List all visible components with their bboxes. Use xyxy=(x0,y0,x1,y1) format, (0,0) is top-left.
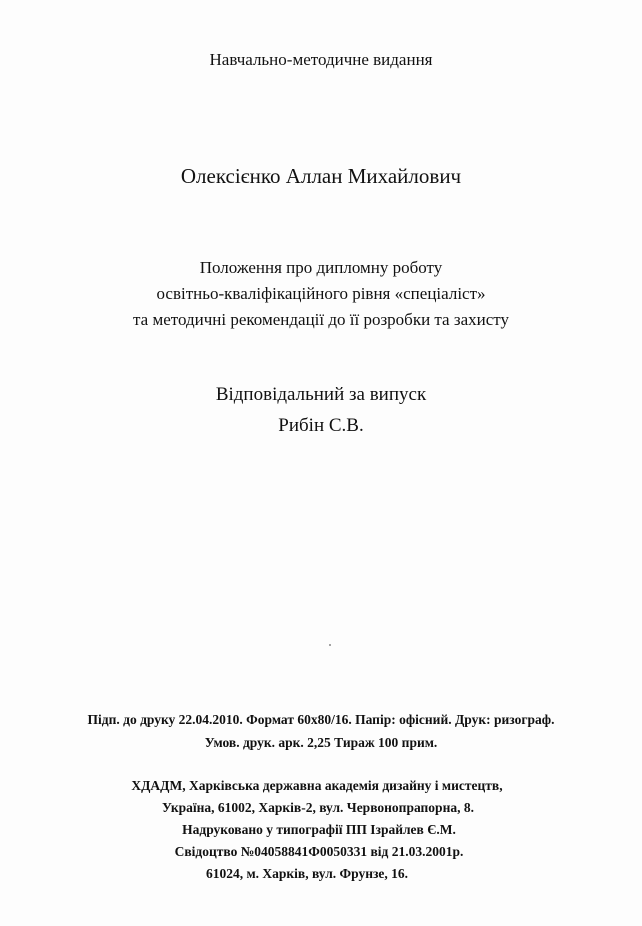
title-line: освітньо-кваліфікаційного рівня «спеціаліст» xyxy=(156,284,486,303)
author-name: Олексієнко Аллан Михайлович xyxy=(180,164,462,188)
responsible-label: Відповідальний за випуск xyxy=(215,384,427,405)
title-line: Положення про дипломну роботу xyxy=(199,258,443,277)
responsible-section xyxy=(0,379,642,441)
imprint-line: Умов. друк. арк. 2,25 Тираж 100 прим. xyxy=(204,735,438,750)
document-title xyxy=(0,255,642,333)
imprint-line: Підп. до друку 22.04.2010. Формат 60х80/16. Папір: офісний. Друк: ризограф. xyxy=(87,712,555,727)
publisher-line: Свідоцтво №04058841Ф0050331 від 21.03.2001р. xyxy=(174,844,464,859)
responsible-name: Рибін С.В. xyxy=(278,415,364,436)
publisher-line: Україна, 61002, Харків-2, вул. Червонопрапорна, 8. xyxy=(162,800,474,815)
publisher-line: ХДАДМ, Харківська державна академія дизайну і мистецтв, xyxy=(131,778,503,793)
edition-type: Навчально-методичне видання xyxy=(209,50,433,69)
publisher-line: 61024, м. Харків, вул. Фрунзе, 16. xyxy=(205,866,409,881)
publisher-line: Надруковано у типографії ПП Ізрайлев Є.М. xyxy=(182,822,456,837)
title-line: та методичні рекомендації до її розробки та захисту xyxy=(133,310,509,329)
print-speck xyxy=(329,644,331,646)
